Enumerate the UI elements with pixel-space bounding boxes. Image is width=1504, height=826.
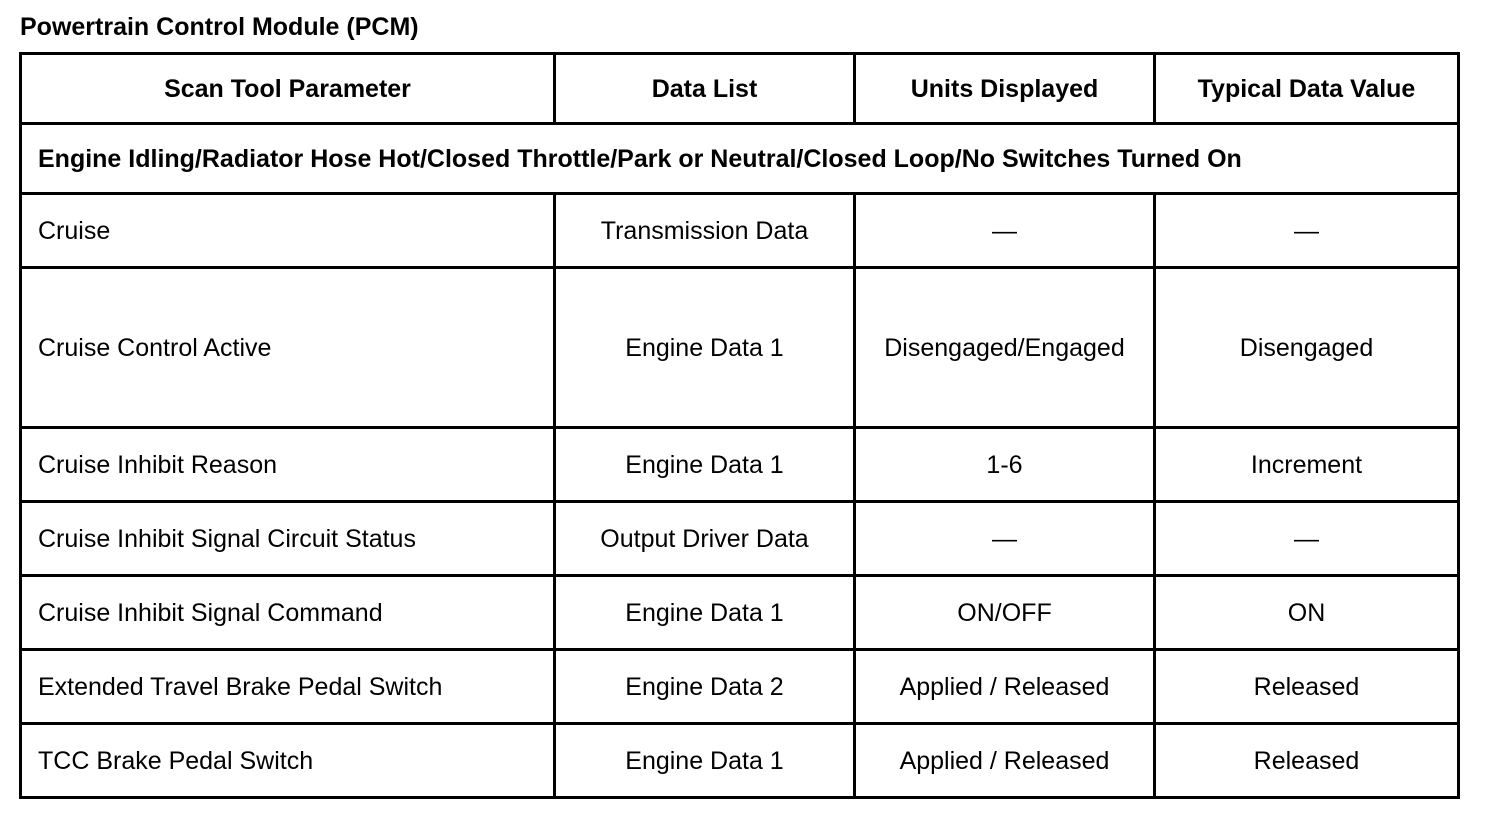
cell-units: —: [855, 502, 1155, 576]
cell-data-list: Engine Data 1: [555, 576, 855, 650]
cell-units: 1-6: [855, 428, 1155, 502]
cell-typical: ON: [1155, 576, 1459, 650]
cell-typical: —: [1155, 502, 1459, 576]
cell-data-list: Engine Data 1: [555, 428, 855, 502]
cell-typical: Released: [1155, 724, 1459, 798]
cell-units: —: [855, 194, 1155, 268]
cell-parameter: Cruise Inhibit Reason: [21, 428, 555, 502]
cell-units: Disengaged/Engaged: [855, 268, 1155, 428]
cell-typical: —: [1155, 194, 1459, 268]
header-data-list: Data List: [555, 54, 855, 124]
cell-parameter: TCC Brake Pedal Switch: [21, 724, 555, 798]
cell-parameter: Cruise Control Active: [21, 268, 555, 428]
header-units-displayed: Units Displayed: [855, 54, 1155, 124]
cell-typical: Disengaged: [1155, 268, 1459, 428]
cell-units: ON/OFF: [855, 576, 1155, 650]
cell-parameter: Extended Travel Brake Pedal Switch: [21, 650, 555, 724]
scan-tool-data-table: [19, 52, 1460, 799]
section-row: [21, 124, 1459, 194]
table-row: [21, 502, 1459, 576]
cell-units: Applied / Released: [855, 724, 1155, 798]
cell-data-list: Transmission Data: [555, 194, 855, 268]
table-row: [21, 724, 1459, 798]
header-scan-tool-parameter: Scan Tool Parameter: [21, 54, 555, 124]
cell-data-list: Output Driver Data: [555, 502, 855, 576]
cell-parameter: Cruise Inhibit Signal Circuit Status: [21, 502, 555, 576]
cell-parameter: Cruise: [21, 194, 555, 268]
table-row: [21, 650, 1459, 724]
document-title: Powertrain Control Module (PCM): [20, 13, 419, 41]
cell-data-list: Engine Data 2: [555, 650, 855, 724]
section-label: Engine Idling/Radiator Hose Hot/Closed Throttle/Park or Neutral/Closed Loop/No Switches Turned On: [21, 124, 1459, 194]
table-row: [21, 428, 1459, 502]
table-row: [21, 576, 1459, 650]
cell-data-list: Engine Data 1: [555, 268, 855, 428]
table-header-row: [21, 54, 1459, 124]
cell-typical: Released: [1155, 650, 1459, 724]
cell-typical: Increment: [1155, 428, 1459, 502]
cell-data-list: Engine Data 1: [555, 724, 855, 798]
cell-units: Applied / Released: [855, 650, 1155, 724]
table-row: [21, 194, 1459, 268]
cell-parameter: Cruise Inhibit Signal Command: [21, 576, 555, 650]
table-row: [21, 268, 1459, 428]
header-typical-data-value: Typical Data Value: [1155, 54, 1459, 124]
